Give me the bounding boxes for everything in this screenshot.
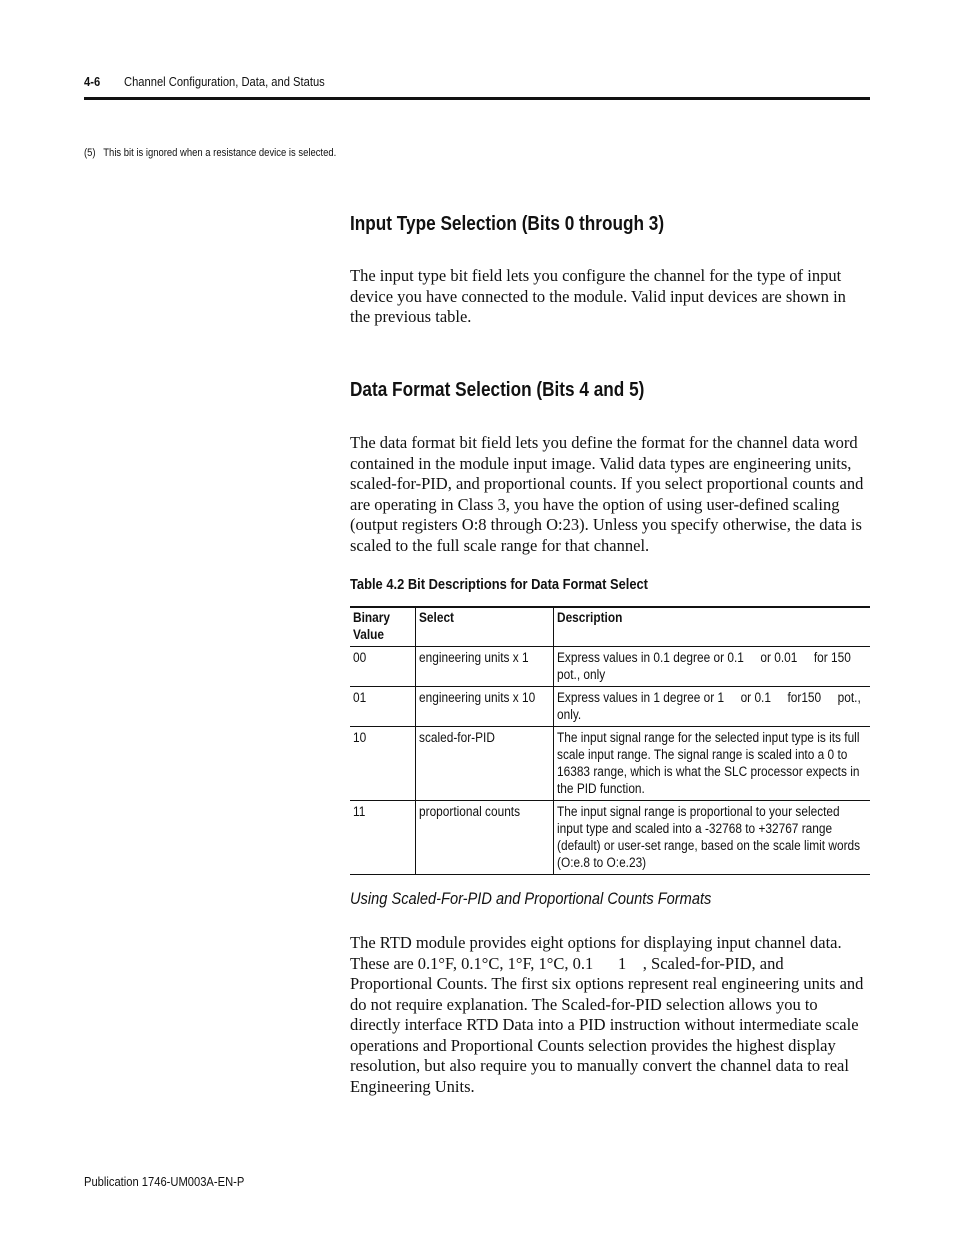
table-row [350,687,870,727]
binary-value-cell: 00 [350,647,416,687]
table-row [350,647,870,687]
description-cell: Express values in 0.1 degree or 0.1 or 0.01 for 150 pot., only [554,647,870,687]
subsection-heading: Using Scaled-For-PID and Proportional Counts Formats [350,889,712,908]
section-body-input-type: The input type bit field lets you configure the channel for the type of input device you have connected to the module. Valid input devices are shown in the previous table. [350,266,846,326]
description-cell: The input signal range for the selected input type is its full scale input range. The signal range is scaled into a 0 to 16383 range, which is what the SLC processor expects in the PID function. [554,727,870,801]
section-heading-data-format: Data Format Selection (Bits 4 and 5) [350,379,645,401]
page-number: 4-6 [84,74,101,89]
table-row [350,727,870,801]
binary-value-cell: 10 [350,727,416,801]
header-rule [84,97,870,100]
column-header-description: Description [554,607,870,647]
select-cell: proportional counts [416,801,554,875]
data-format-table [350,606,870,875]
table-caption: Table 4.2 Bit Descriptions for Data Format Select [350,576,648,593]
section-heading-input-type: Input Type Selection (Bits 0 through 3) [350,213,665,235]
column-header-binary-value: Binary Value [350,607,416,647]
subsection-body: The RTD module provides eight options for displaying input channel data. These are 0.1°F, 0.1°C, 1°F, 1°C, 0.1 1 , Scaled-for-PID, and Proportional Counts. The first six options represent real engineering units and do not require explanation. The Scaled-for-PID selection allows you to directly interface RTD Data into a PID instruction without intermediate scale operations and Proportional Counts selection provides the highest display resolution, but also require you to manually convert the channel data to real Engineering Units. [350,933,868,1096]
description-cell: The input signal range is proportional to your selected input type and scaled into a -32768 to +32767 range (default) or user-set range, based on the scale limit words (O:e.8 to O:e.23) [554,801,870,875]
footnote: (5) This bit is ignored when a resistance device is selected. [84,147,337,159]
chapter-title: Channel Configuration, Data, and Status [124,74,325,89]
binary-value-cell: 01 [350,687,416,727]
description-cell: Express values in 1 degree or 1 or 0.1 for150 pot., only. [554,687,870,727]
select-cell: engineering units x 10 [416,687,554,727]
select-cell: engineering units x 1 [416,647,554,687]
column-header-select: Select [416,607,554,647]
section-body-data-format: The data format bit field lets you define the format for the channel data word contained in the module input image. Valid data types are engineering units, scaled-for-PID, and proportional counts. If you select proportional counts and are operating in Class 3, you have the option of using user-defined scaling (output registers O:8 through O:23). Unless you specify otherwise, the data is scaled to the full scale range for that channel. [350,433,864,555]
publication-footer: Publication 1746-UM003A-EN-P [84,1174,245,1189]
table-header-row [350,607,870,647]
select-cell: scaled-for-PID [416,727,554,801]
binary-value-cell: 11 [350,801,416,875]
table-row [350,801,870,875]
